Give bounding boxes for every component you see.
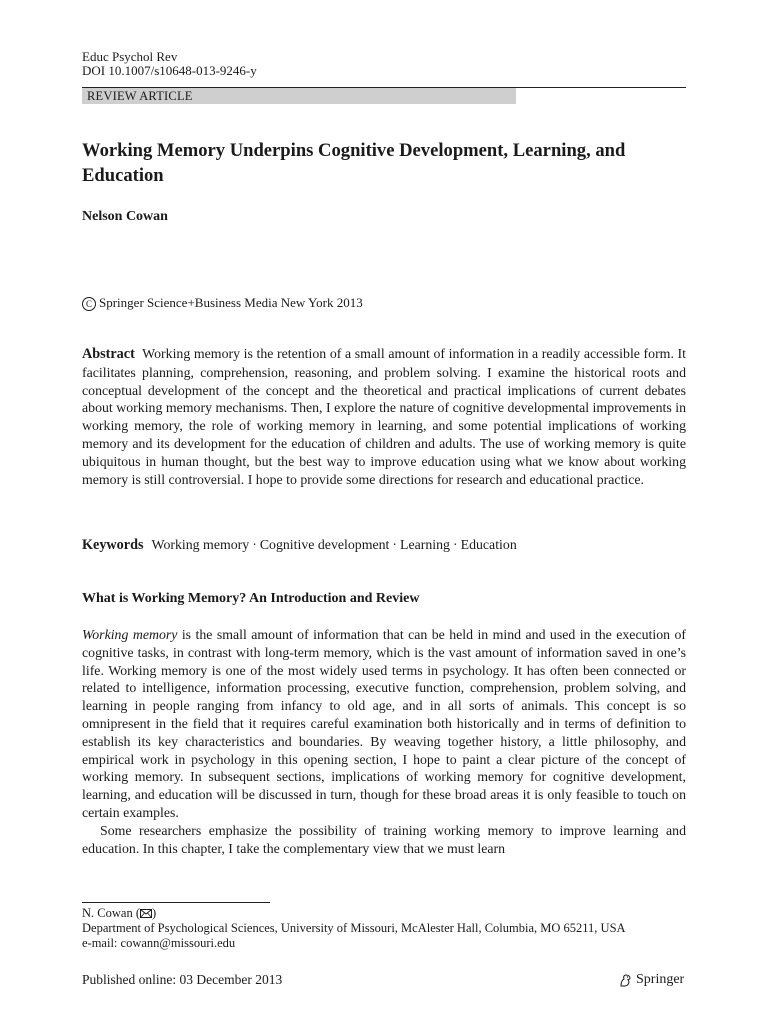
journal-name: Educ Psychol Rev bbox=[82, 49, 178, 64]
keyword-separator: · bbox=[252, 537, 257, 552]
keyword-separator: · bbox=[452, 537, 458, 552]
published-date: Published online: 03 December 2013 bbox=[82, 972, 283, 987]
footnote-name: N. Cowan ( bbox=[82, 906, 140, 920]
copyright-line bbox=[82, 295, 363, 311]
footnote-rule bbox=[82, 902, 270, 903]
author-name: Nelson Cowan bbox=[82, 209, 168, 224]
intro-body bbox=[82, 626, 686, 857]
abstract bbox=[82, 345, 686, 488]
correspondence-author bbox=[82, 906, 156, 921]
abstract-text: Working memory is the retention of a small amount of information in a readily accessible form. It facilitates planning, comprehension, reasoning, and problem solving. I examine the historical roots and conceptual development of the concept and the theoretical and practical implications of current debates about working memory mechanisms. Then, I explore the nature of cognitive developmental improvements in working memory, the role of working memory in learning, and some potential implications of working memory and its development for the education of children and adults. The use of working memory is quite ubiquitous in human thought, but the best way to improve education using what we know about working memory is still controversial. I hope to provide some directions for research and educational practice. bbox=[82, 346, 686, 487]
doi-link[interactable]: DOI 10.1007/s10648-013-9246-y bbox=[82, 63, 257, 78]
affiliation: Department of Psychological Sciences, University of Missouri, McAlester Hall, Columbia, MO 65211, USA bbox=[82, 921, 626, 935]
article-title: Working Memory Underpins Cognitive Development, Learning, and Education bbox=[82, 140, 626, 186]
article-type-label: REVIEW ARTICLE bbox=[87, 89, 193, 103]
footnote-name-close: ) bbox=[151, 906, 157, 920]
abstract-label: Abstract bbox=[82, 346, 135, 362]
paragraph: Some researchers emphasize the possibility of training working memory to improve learning and education. In this chapter, I take the complementary view that we must learn bbox=[82, 822, 686, 856]
keyword-separator: · bbox=[392, 537, 398, 552]
keyword: Learning bbox=[400, 537, 450, 552]
keyword: Working memory bbox=[151, 537, 250, 552]
copyright-icon: C bbox=[82, 297, 96, 311]
publisher-logo bbox=[618, 972, 684, 988]
defined-term: Working memory bbox=[82, 627, 178, 642]
keyword: Cognitive development bbox=[259, 537, 390, 552]
paragraph bbox=[82, 626, 686, 822]
envelope-icon[interactable] bbox=[140, 909, 152, 918]
section-heading: What is Working Memory? An Introduction and Review bbox=[82, 591, 420, 606]
copyright-text: Springer Science+Business Media New York 2013 bbox=[99, 295, 363, 310]
springer-horse-icon bbox=[618, 973, 633, 988]
keyword: Education bbox=[460, 537, 517, 552]
keywords-label: Keywords bbox=[82, 537, 144, 553]
email-link[interactable]: e-mail: cowann@missouri.edu bbox=[82, 936, 236, 950]
paragraph-text: is the small amount of information that can be held in mind and used in the execution of cognitive tasks, in contrast with long-term memory, which is the vast amount of information saved in one’s life. Working memory is one of the most widely used terms in psychology. It has often been connected or related to intelligence, information processing, executive function, comprehension, problem solving, and learning in people ranging from infancy to old age, and in all sorts of animals. This concept is so omnipresent in the field that it requires careful examination both historically and in terms of definition to establish its key characteristics and boundaries. By weaving together history, a little philosophy, and empirical work in psychology in this opening section, I hope to paint a clear picture of the concept of working memory. In subsequent sections, implications of working memory for cognitive development, learning, and education will be discussed in turn, though for these broad areas it is only feasible to touch on certain examples. bbox=[82, 627, 686, 820]
keywords bbox=[82, 537, 517, 554]
publisher-name: Springer bbox=[636, 972, 685, 987]
